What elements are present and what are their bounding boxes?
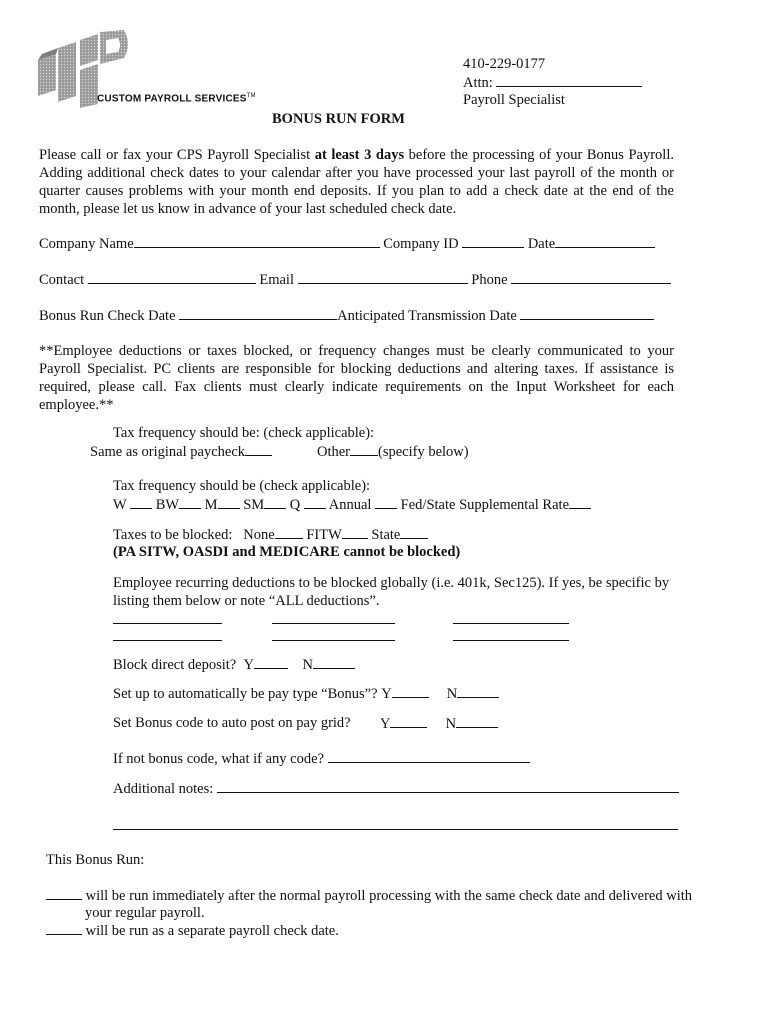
- tax-frequency-same-row: Same as original paycheck: [90, 443, 272, 461]
- freq-q-check[interactable]: [304, 496, 326, 509]
- deductions-text: Employee recurring deductions to be blocked globally (i.e. 401k, Sec125). If yes, be specific by listing them below or note “ALL deductions”.: [113, 575, 670, 609]
- taxes-blocked-row: Taxes to be blocked: None FITW State: [113, 526, 428, 544]
- contact-label: Contact: [39, 272, 85, 288]
- freq-bw-check[interactable]: [179, 496, 201, 509]
- block-none-check[interactable]: [275, 526, 303, 539]
- transmission-date-label: Anticipated Transmission Date: [337, 308, 517, 324]
- freq-annual-check[interactable]: [375, 496, 397, 509]
- tax-frequency-other-row: Other (specify below): [317, 444, 469, 460]
- other-code-row: If not bonus code, what if any code?: [113, 750, 530, 768]
- company-name-label: Company Name: [39, 236, 134, 252]
- block-fitw-check[interactable]: [342, 526, 368, 539]
- additional-notes-row: Additional notes:: [113, 780, 679, 798]
- form-title: BONUS RUN FORM: [272, 111, 405, 127]
- direct-deposit-row: Block direct deposit? Y N: [113, 656, 355, 674]
- attn-blank[interactable]: [496, 74, 642, 87]
- auto-post-yes[interactable]: [390, 715, 427, 728]
- tax-frequency-heading: Tax frequency should be: (check applicable):: [113, 425, 375, 441]
- company-row: [39, 235, 655, 253]
- contact-phone: 410-229-0177: [463, 56, 546, 72]
- dates-row: [39, 307, 654, 325]
- date-field[interactable]: [555, 235, 655, 248]
- tax-frequency-heading-2: Tax frequency should be (check applicable):: [113, 478, 371, 494]
- company-id-label: Company ID: [383, 236, 459, 252]
- deduction-line-2[interactable]: [272, 623, 395, 624]
- run-option-2-check[interactable]: [46, 922, 82, 935]
- additional-notes-field[interactable]: [217, 780, 679, 793]
- attn-line: Attn:: [463, 74, 642, 92]
- date-label: Date: [527, 236, 556, 252]
- intro-paragraph: Please call or fax your CPS Payroll Specialist at least 3 days before the processing of your Bonus Payroll. Adding additional check dates to your calendar after you have processed your last payroll of the month or quarter causes problems with your month end deposits. If you plan to add a check date at the end of the month, please let us know in advance of your last scheduled check date.: [39, 147, 674, 217]
- deduction-line-4[interactable]: [113, 640, 222, 641]
- auto-pay-type-yes[interactable]: [392, 685, 429, 698]
- company-name-field[interactable]: [134, 235, 380, 248]
- run-option-1-cont: your regular payroll.: [85, 905, 205, 921]
- additional-notes-line-2[interactable]: [113, 829, 678, 830]
- brand-name: CUSTOM PAYROLL SERVICES™: [97, 93, 256, 105]
- contact-field[interactable]: [88, 271, 256, 284]
- transmission-date-field[interactable]: [520, 307, 654, 320]
- freq-m-check[interactable]: [218, 496, 240, 509]
- auto-post-no[interactable]: [456, 715, 498, 728]
- auto-post-options: Y N: [380, 715, 498, 733]
- email-field[interactable]: [298, 271, 468, 284]
- frequency-options-row: W BW M SM Q Annual Fed/State Supplemental Rate: [113, 496, 591, 514]
- run-option-2: will be run as a separate payroll check date.: [46, 922, 339, 940]
- direct-deposit-no[interactable]: [313, 656, 355, 669]
- phone-field[interactable]: [511, 271, 671, 284]
- attn-role: Payroll Specialist: [463, 92, 565, 108]
- freq-supplemental-check[interactable]: [569, 496, 591, 509]
- other-check[interactable]: [350, 443, 378, 456]
- run-option-1-check[interactable]: [46, 887, 82, 900]
- other-code-field[interactable]: [328, 750, 530, 763]
- check-date-field[interactable]: [179, 307, 337, 320]
- direct-deposit-yes[interactable]: [254, 656, 288, 669]
- freq-w-check[interactable]: [130, 496, 152, 509]
- run-option-1: will be run immediately after the normal payroll processing with the same check date and delivered with: [46, 887, 692, 905]
- deduction-line-3[interactable]: [453, 623, 569, 624]
- auto-pay-type-no[interactable]: [457, 685, 499, 698]
- contact-row: [39, 271, 671, 289]
- taxes-blocked-note: (PA SITW, OASDI and MEDICARE cannot be blocked): [113, 544, 461, 560]
- phone-label: Phone: [471, 272, 508, 288]
- deduction-line-6[interactable]: [453, 640, 569, 641]
- deduction-line-1[interactable]: [113, 623, 222, 624]
- run-options-heading: This Bonus Run:: [46, 852, 145, 868]
- same-paycheck-check[interactable]: [245, 443, 272, 456]
- block-state-check[interactable]: [400, 526, 428, 539]
- freq-sm-check[interactable]: [264, 496, 286, 509]
- notice-paragraph: **Employee deductions or taxes blocked, or frequency changes must be clearly communicated to your Payroll Specialist. PC clients are responsible for blocking deductions and altering taxes. If assistance is required, please call. Fax clients must clearly indicate requirements on the Input Worksheet for each employee.**: [39, 343, 674, 413]
- auto-pay-type-row: Set up to automatically be pay type “Bonus”? Y N: [113, 685, 499, 703]
- check-date-label: Bonus Run Check Date: [39, 308, 176, 324]
- company-id-field[interactable]: [462, 235, 524, 248]
- auto-post-row: Set Bonus code to auto post on pay grid?: [113, 715, 351, 731]
- deduction-line-5[interactable]: [272, 640, 395, 641]
- email-label: Email: [259, 272, 294, 288]
